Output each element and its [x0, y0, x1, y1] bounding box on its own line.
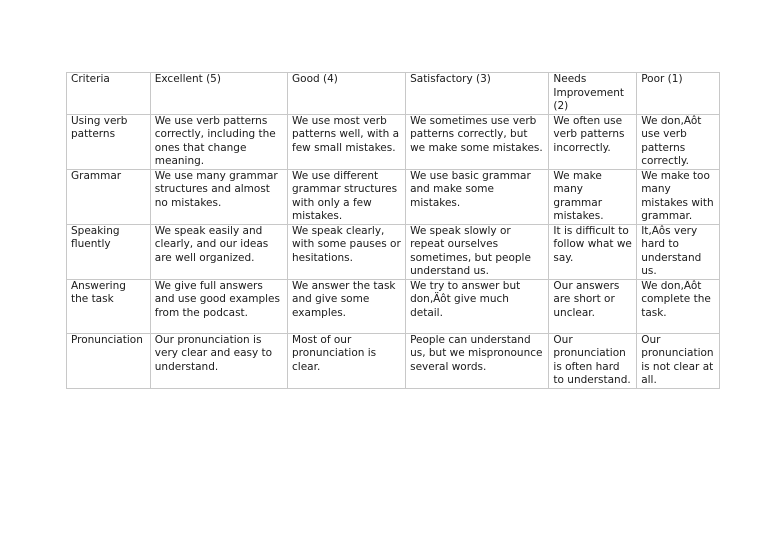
criteria-cell: Using verb patterns	[67, 114, 151, 169]
satisfactory-cell: People can understand us, but we mispronounce several words.	[406, 333, 549, 388]
good-cell: We speak clearly, with some pauses or hesitations.	[288, 224, 406, 279]
table-header-row	[67, 73, 720, 115]
criteria-cell: Speaking fluently	[67, 224, 151, 279]
needs-improvement-cell: Our pronunciation is often hard to understand.	[549, 333, 637, 388]
header-criteria: Criteria	[67, 73, 151, 115]
criteria-cell: Answering the task	[67, 279, 151, 333]
excellent-cell: We give full answers and use good examples from the podcast.	[150, 279, 287, 333]
criteria-cell: Pronunciation	[67, 333, 151, 388]
poor-cell: We make too many mistakes with grammar.	[637, 169, 720, 224]
table-row	[67, 169, 720, 224]
excellent-cell: Our pronunciation is very clear and easy to understand.	[150, 333, 287, 388]
excellent-cell: We use verb patterns correctly, including the ones that change meaning.	[150, 114, 287, 169]
good-cell: Most of our pronunciation is clear.	[288, 333, 406, 388]
header-excellent: Excellent (5)	[150, 73, 287, 115]
satisfactory-cell: We sometimes use verb patterns correctly, but we make some mistakes.	[406, 114, 549, 169]
header-satisfactory: Satisfactory (3)	[406, 73, 549, 115]
good-cell: We use different grammar structures with only a few mistakes.	[288, 169, 406, 224]
needs-improvement-cell: It is difficult to follow what we say.	[549, 224, 637, 279]
satisfactory-cell: We try to answer but don‚Äôt give much detail.	[406, 279, 549, 333]
table-row	[67, 333, 720, 388]
satisfactory-cell: We speak slowly or repeat ourselves sometimes, but people understand us.	[406, 224, 549, 279]
poor-cell: We don‚Äôt use verb patterns correctly.	[637, 114, 720, 169]
good-cell: We use most verb patterns well, with a few small mistakes.	[288, 114, 406, 169]
criteria-cell: Grammar	[67, 169, 151, 224]
satisfactory-cell: We use basic grammar and make some mistakes.	[406, 169, 549, 224]
poor-cell: Our pronunciation is not clear at all.	[637, 333, 720, 388]
header-needs-improvement: Needs Improvement (2)	[549, 73, 637, 115]
table-row	[67, 114, 720, 169]
header-good: Good (4)	[288, 73, 406, 115]
poor-cell: We don‚Äôt complete the task.	[637, 279, 720, 333]
header-poor: Poor (1)	[637, 73, 720, 115]
table-row	[67, 224, 720, 279]
poor-cell: It‚Äôs very hard to understand us.	[637, 224, 720, 279]
needs-improvement-cell: We make many grammar mistakes.	[549, 169, 637, 224]
needs-improvement-cell: We often use verb patterns incorrectly.	[549, 114, 637, 169]
good-cell: We answer the task and give some examples.	[288, 279, 406, 333]
needs-improvement-cell: Our answers are short or unclear.	[549, 279, 637, 333]
table-row	[67, 279, 720, 333]
excellent-cell: We speak easily and clearly, and our ideas are well organized.	[150, 224, 287, 279]
excellent-cell: We use many grammar structures and almost no mistakes.	[150, 169, 287, 224]
rubric-table	[66, 72, 720, 389]
